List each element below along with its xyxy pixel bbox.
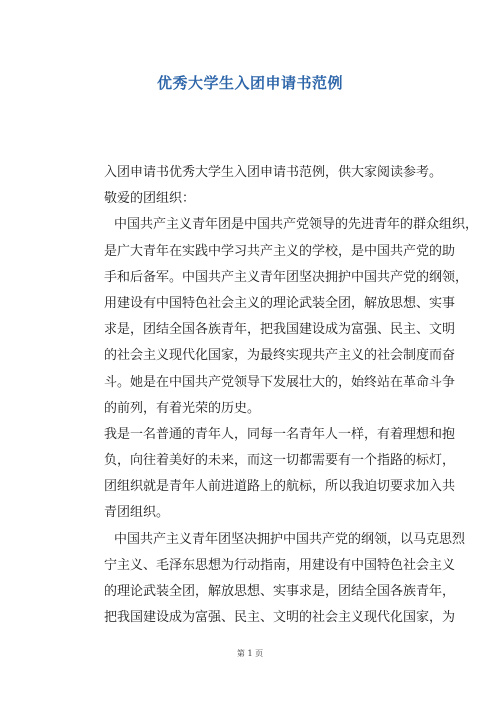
document-title: 优秀大学生入团申请书范例: [156, 74, 343, 92]
body-line: 入团申请书优秀大学生入团申请书范例，供大家阅读参考。: [104, 165, 443, 180]
body-line: 用建设有中国特色社会主义的理论武装全团，解放思想、实事: [104, 295, 456, 311]
body-line: 我是一名普通的青年人，同每一名青年人一样，有着理想和抱: [104, 426, 456, 442]
document-body: [104, 160, 479, 631]
body-line: 团组织就是青年人前进道路上的航标，所以我迫切要求加入共: [104, 479, 456, 495]
salutation-line: 敬爱的团组织：: [104, 191, 196, 207]
body-line: 负，向往着美好的未来，而这一切都需要有一个指路的标灯，: [104, 453, 456, 469]
body-line: 宁主义、毛泽东思想为行动指南，用建设有中国特色社会主义: [104, 557, 456, 573]
body-line: 把我国建设成为富强、民主、文明的社会主义现代化国家，为: [104, 610, 456, 626]
body-line: 手和后备军。中国共产主义青年团坚决拥护中国共产党的纲领，: [104, 269, 469, 285]
body-line: 的社会主义现代化国家，为最终实现共产主义的社会制度而奋: [104, 348, 456, 364]
body-line: 是广大青年在实践中学习共产主义的学校，是中国共产党的助: [104, 243, 456, 259]
page-number: 第 1 页: [236, 649, 264, 658]
body-line: 中国共产主义青年团坚决拥护中国共产党的纲领，以马克思烈: [114, 531, 466, 547]
body-line: 青团组织。: [104, 505, 170, 521]
body-line: 斗。她是在中国共产党领导下发展壮大的，始终站在革命斗争: [104, 374, 456, 390]
body-line: 求是，团结全国各族青年，把我国建设成为富强、民主、文明: [104, 322, 456, 338]
body-line: 中国共产主义青年团是中国共产党领导的先进青年的群众组织，: [114, 217, 479, 233]
body-line: 的理论武装全团，解放思想、实事求是，团结全国各族青年，: [104, 584, 456, 599]
body-line: 的前列，有着光荣的历史。: [104, 400, 261, 416]
